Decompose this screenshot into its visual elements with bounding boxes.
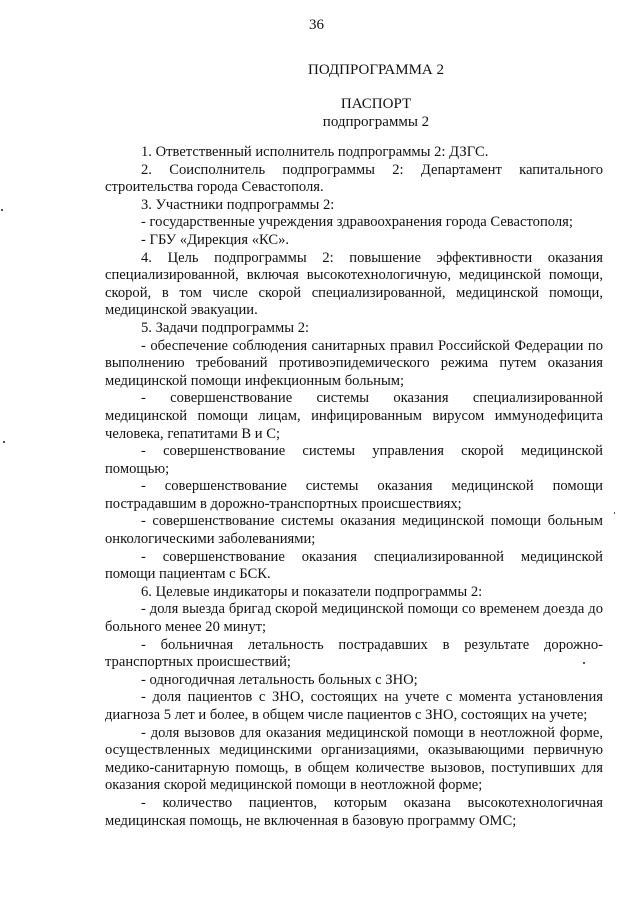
list-item: - совершенствование оказания специализированной медицинской помощи пациентам с БСК. xyxy=(105,548,603,583)
scan-speck xyxy=(1,209,3,211)
paragraph-tasks-heading: 5. Задачи подпрограммы 2: xyxy=(141,319,310,336)
paragraph-responsible: 1. Ответственный исполнитель подпрограммы 2: ДЗГС. xyxy=(141,144,489,160)
list-item: - обеспечение соблюдения санитарных правил Российской Федерации по выполнению требований противоэпидемического режима путем оказания медицинской помощи инфекционным больным; xyxy=(105,337,603,389)
list-item: - количество пациентов, которым оказана высокотехнологичная медицинская помощь, не включенная в базовую программу ОМС; xyxy=(105,794,603,829)
list-item: - совершенствование системы оказания медицинской помощи пострадавшим в дорожно-транспортных происшествиях; xyxy=(105,478,603,512)
list-item: - доля выезда бригад скорой медицинской помощи со временем доезда до больного менее 20 минут; xyxy=(105,601,603,636)
scan-speck xyxy=(3,441,5,443)
list-item: - доля пациентов с ЗНО, состоящих на учете с момента установления диагноза 5 лет и более, в общем числе пациентов с ЗНО, состоящих на учете; xyxy=(105,689,603,723)
list-item: - больничная летальность пострадавших в результате дорожно-транспортных происшествий; xyxy=(105,636,603,671)
scan-speck xyxy=(583,662,585,664)
passport-title: ПАСПОРТ xyxy=(340,96,412,112)
scan-speck xyxy=(614,512,615,514)
list-item: - совершенствование системы оказания медицинской помощи больным онкологическими заболеваниями; xyxy=(105,513,603,548)
subprogram-title: ПОДПРОГРАММА 2 xyxy=(307,62,445,78)
passport-body xyxy=(105,144,603,830)
list-item: - государственные учреждения здравоохранения города Севастополя; xyxy=(141,214,573,231)
list-item: - ГБУ «Дирекция «КС». xyxy=(141,231,290,248)
paragraph-participants-heading: 3. Участники подпрограммы 2: xyxy=(141,196,335,213)
list-item: - совершенствование системы управления скорой медицинской помощью; xyxy=(105,443,603,477)
passport-subtitle: подпрограммы 2 xyxy=(322,114,430,130)
paragraph-coexecutor: 2. Соисполнитель подпрограммы 2: Департамент капитального строительства города Севастополя. xyxy=(105,161,603,196)
paragraph-indicators-heading: 6. Целевые индикаторы и показатели подпрограммы 2: xyxy=(141,583,483,600)
list-item: - доля вызовов для оказания медицинской помощи в неотложной форме, осуществленных медицинскими организациями, оказывающими первичную медико-санитарную помощь, в общем количестве вызовов, поступивших для оказания скорой медицинской помощи в неотложной форме; xyxy=(105,724,603,794)
list-item: - одногодичная летальность больных с ЗНО; xyxy=(141,671,418,688)
list-item: - совершенствование системы оказания специализированной медицинской помощи лицам, инфицированным вирусом иммунодефицита человека, гепатитами В и С; xyxy=(105,390,603,442)
page-number: 36 xyxy=(309,17,324,33)
paragraph-goal: 4. Цель подпрограммы 2: повышение эффективности оказания специализированной, включая высокотехнологичную, медицинской помощи, скорой, в том числе скорой специализированной, медицинской помощи, медицинской эвакуации. xyxy=(105,249,603,319)
